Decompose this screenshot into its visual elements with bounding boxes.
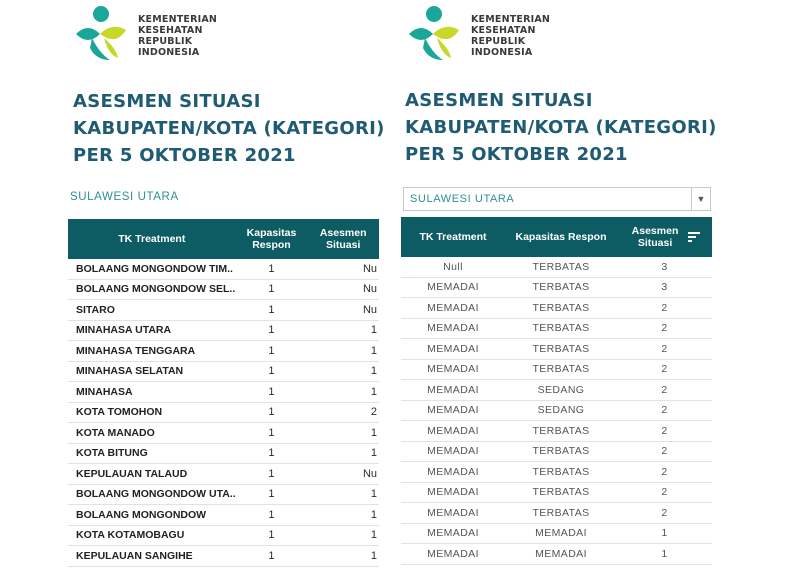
col-kapasitas-respon-right[interactable]: Kapasitas Respon xyxy=(505,217,617,257)
row-name: KOTA BITUNG xyxy=(68,443,236,464)
row-asesmen: 1 xyxy=(307,341,379,362)
row-asesmen: 2 xyxy=(617,400,712,421)
row-name: MINAHASA SELATAN xyxy=(68,361,236,382)
row-tk-treatment: MEMADAI xyxy=(401,380,505,401)
row-tk-treatment: Null xyxy=(401,257,505,277)
left-panel xyxy=(0,0,385,571)
col-tk-treatment-right[interactable]: TK Treatment xyxy=(401,217,505,257)
col-kapasitas-respon[interactable]: Kapasitas Respon xyxy=(236,219,308,259)
col-tk-treatment[interactable]: TK Treatment xyxy=(68,219,236,259)
row-tk-treatment: MEMADAI xyxy=(401,523,505,544)
row-kapasitas: 1 xyxy=(236,320,308,341)
row-asesmen: Nu xyxy=(307,279,379,300)
row-kapasitas: 1 xyxy=(236,546,308,567)
logo-text: KEMENTERIAN KESEHATAN REPUBLIK INDONESIA xyxy=(138,14,218,58)
table-row[interactable] xyxy=(68,361,379,382)
table-row[interactable] xyxy=(68,484,379,505)
row-name: BOLAANG MONGONDOW UTA.. xyxy=(68,484,236,505)
row-asesmen: 2 xyxy=(617,380,712,401)
row-asesmen: 3 xyxy=(617,257,712,277)
row-asesmen: 3 xyxy=(617,277,712,298)
table-row[interactable] xyxy=(401,257,712,277)
row-kapasitas: 1 xyxy=(236,484,308,505)
region-dropdown-value: SULAWESI UTARA xyxy=(410,193,515,205)
row-asesmen: 1 xyxy=(307,505,379,526)
row-asesmen: 2 xyxy=(617,339,712,360)
kemenkes-logo-icon xyxy=(70,4,132,66)
row-kapasitas: TERBATAS xyxy=(505,441,617,462)
row-kapasitas: SEDANG xyxy=(505,380,617,401)
row-asesmen: 1 xyxy=(307,525,379,546)
row-asesmen: 1 xyxy=(307,320,379,341)
region-dropdown[interactable] xyxy=(403,187,711,211)
row-tk-treatment: MEMADAI xyxy=(401,482,505,503)
row-kapasitas: TERBATAS xyxy=(505,421,617,442)
row-asesmen: 1 xyxy=(307,546,379,567)
col-asesmen-situasi[interactable] xyxy=(307,219,379,259)
table-row[interactable] xyxy=(401,380,712,401)
row-name: BOLAANG MONGONDOW xyxy=(68,505,236,526)
kemenkes-logo-icon xyxy=(403,4,465,66)
row-asesmen: 2 xyxy=(617,421,712,442)
right-panel xyxy=(398,0,728,571)
logo-text-right: KEMENTERIAN KESEHATAN REPUBLIK INDONESIA xyxy=(471,14,551,58)
row-name: MINAHASA xyxy=(68,382,236,403)
row-kapasitas: TERBATAS xyxy=(505,462,617,483)
row-asesmen: 1 xyxy=(307,443,379,464)
left-data-table xyxy=(68,219,379,567)
table-row[interactable] xyxy=(401,482,712,503)
row-kapasitas: 1 xyxy=(236,464,308,485)
table-row[interactable] xyxy=(68,382,379,403)
row-asesmen: 1 xyxy=(307,382,379,403)
table-row[interactable] xyxy=(68,464,379,485)
row-name: BOLAANG MONGONDOW SEL.. xyxy=(68,279,236,300)
row-kapasitas: 1 xyxy=(236,279,308,300)
table-header-row-right xyxy=(401,217,712,257)
row-kapasitas: TERBATAS xyxy=(505,298,617,319)
row-kapasitas: TERBATAS xyxy=(505,277,617,298)
row-kapasitas: 1 xyxy=(236,505,308,526)
table-row[interactable] xyxy=(68,341,379,362)
row-tk-treatment: MEMADAI xyxy=(401,339,505,360)
table-row[interactable] xyxy=(401,298,712,319)
row-name: KOTA TOMOHON xyxy=(68,402,236,423)
row-tk-treatment: MEMADAI xyxy=(401,441,505,462)
row-tk-treatment: MEMADAI xyxy=(401,462,505,483)
table-row[interactable] xyxy=(401,523,712,544)
row-kapasitas: 1 xyxy=(236,259,308,279)
row-asesmen: 2 xyxy=(617,298,712,319)
table-row[interactable] xyxy=(68,443,379,464)
table-row[interactable] xyxy=(401,400,712,421)
row-kapasitas: TERBATAS xyxy=(505,257,617,277)
table-row[interactable] xyxy=(401,318,712,339)
row-tk-treatment: MEMADAI xyxy=(401,400,505,421)
row-name: KEPULAUAN TALAUD xyxy=(68,464,236,485)
col-asesmen-situasi-right[interactable] xyxy=(617,217,712,257)
row-kapasitas: 1 xyxy=(236,525,308,546)
page-title: ASESMEN SITUASI KABUPATEN/KOTA (KATEGORI) PER 5 OKTOBER 2021 xyxy=(73,91,385,166)
table-row[interactable] xyxy=(68,546,379,567)
row-name: MINAHASA TENGGARA xyxy=(68,341,236,362)
row-name: BOLAANG MONGONDOW TIM.. xyxy=(68,259,236,279)
row-name: KEPULAUAN SANGIHE xyxy=(68,546,236,567)
table-row[interactable] xyxy=(401,462,712,483)
row-asesmen: 1 xyxy=(307,484,379,505)
chevron-down-icon[interactable]: ▼ xyxy=(691,188,710,210)
row-kapasitas: TERBATAS xyxy=(505,482,617,503)
sort-icon[interactable] xyxy=(688,232,700,243)
row-asesmen: 2 xyxy=(307,402,379,423)
row-kapasitas: SEDANG xyxy=(505,400,617,421)
table-row[interactable] xyxy=(401,503,712,524)
table-row[interactable] xyxy=(68,300,379,321)
row-tk-treatment: MEMADAI xyxy=(401,503,505,524)
row-kapasitas: 1 xyxy=(236,443,308,464)
row-asesmen: 1 xyxy=(307,361,379,382)
row-name: SITARO xyxy=(68,300,236,321)
page-title-right: ASESMEN SITUASI KABUPATEN/KOTA (KATEGORI) PER 5 OKTOBER 2021 xyxy=(405,90,717,165)
row-tk-treatment: MEMADAI xyxy=(401,318,505,339)
row-tk-treatment: MEMADAI xyxy=(401,359,505,380)
row-asesmen: 2 xyxy=(617,441,712,462)
row-kapasitas: 1 xyxy=(236,361,308,382)
row-tk-treatment: MEMADAI xyxy=(401,298,505,319)
row-asesmen: 1 xyxy=(617,544,712,565)
table-row[interactable] xyxy=(68,402,379,423)
row-asesmen: Nu xyxy=(307,300,379,321)
row-asesmen: 2 xyxy=(617,318,712,339)
table-row[interactable] xyxy=(401,441,712,462)
row-asesmen: 2 xyxy=(617,503,712,524)
row-asesmen: 1 xyxy=(307,423,379,444)
table-row[interactable] xyxy=(68,279,379,300)
row-asesmen: 2 xyxy=(617,462,712,483)
row-kapasitas: MEMADAI xyxy=(505,544,617,565)
row-kapasitas: TERBATAS xyxy=(505,503,617,524)
table-row[interactable] xyxy=(68,259,379,279)
row-kapasitas: 1 xyxy=(236,402,308,423)
right-data-table xyxy=(401,217,712,565)
col-asesmen-label-right: Asesmen Situasi xyxy=(631,225,679,249)
table-row[interactable] xyxy=(401,421,712,442)
row-asesmen: 1 xyxy=(617,523,712,544)
table-row[interactable] xyxy=(401,339,712,360)
row-kapasitas: TERBATAS xyxy=(505,318,617,339)
row-kapasitas: 1 xyxy=(236,423,308,444)
row-asesmen: 2 xyxy=(617,359,712,380)
table-row[interactable] xyxy=(401,544,712,565)
row-kapasitas: MEMADAI xyxy=(505,523,617,544)
table-row[interactable] xyxy=(68,525,379,546)
row-kapasitas: 1 xyxy=(236,382,308,403)
row-asesmen: 2 xyxy=(617,482,712,503)
row-kapasitas: TERBATAS xyxy=(505,359,617,380)
row-asesmen: Nu xyxy=(307,259,379,279)
row-name: KOTA KOTAMOBAGU xyxy=(68,525,236,546)
row-kapasitas: 1 xyxy=(236,341,308,362)
table-header-row xyxy=(68,219,379,259)
region-label: SULAWESI UTARA xyxy=(70,191,179,203)
row-kapasitas: TERBATAS xyxy=(505,339,617,360)
table-row[interactable] xyxy=(68,320,379,341)
row-asesmen: Nu xyxy=(307,464,379,485)
table-row[interactable] xyxy=(68,505,379,526)
row-kapasitas: 1 xyxy=(236,300,308,321)
row-tk-treatment: MEMADAI xyxy=(401,277,505,298)
table-row[interactable] xyxy=(68,423,379,444)
col-asesmen-label: Asesmen Situasi xyxy=(319,227,367,251)
row-name: KOTA MANADO xyxy=(68,423,236,444)
table-row[interactable] xyxy=(401,359,712,380)
row-name: MINAHASA UTARA xyxy=(68,320,236,341)
row-tk-treatment: MEMADAI xyxy=(401,544,505,565)
table-row[interactable] xyxy=(401,277,712,298)
row-tk-treatment: MEMADAI xyxy=(401,421,505,442)
